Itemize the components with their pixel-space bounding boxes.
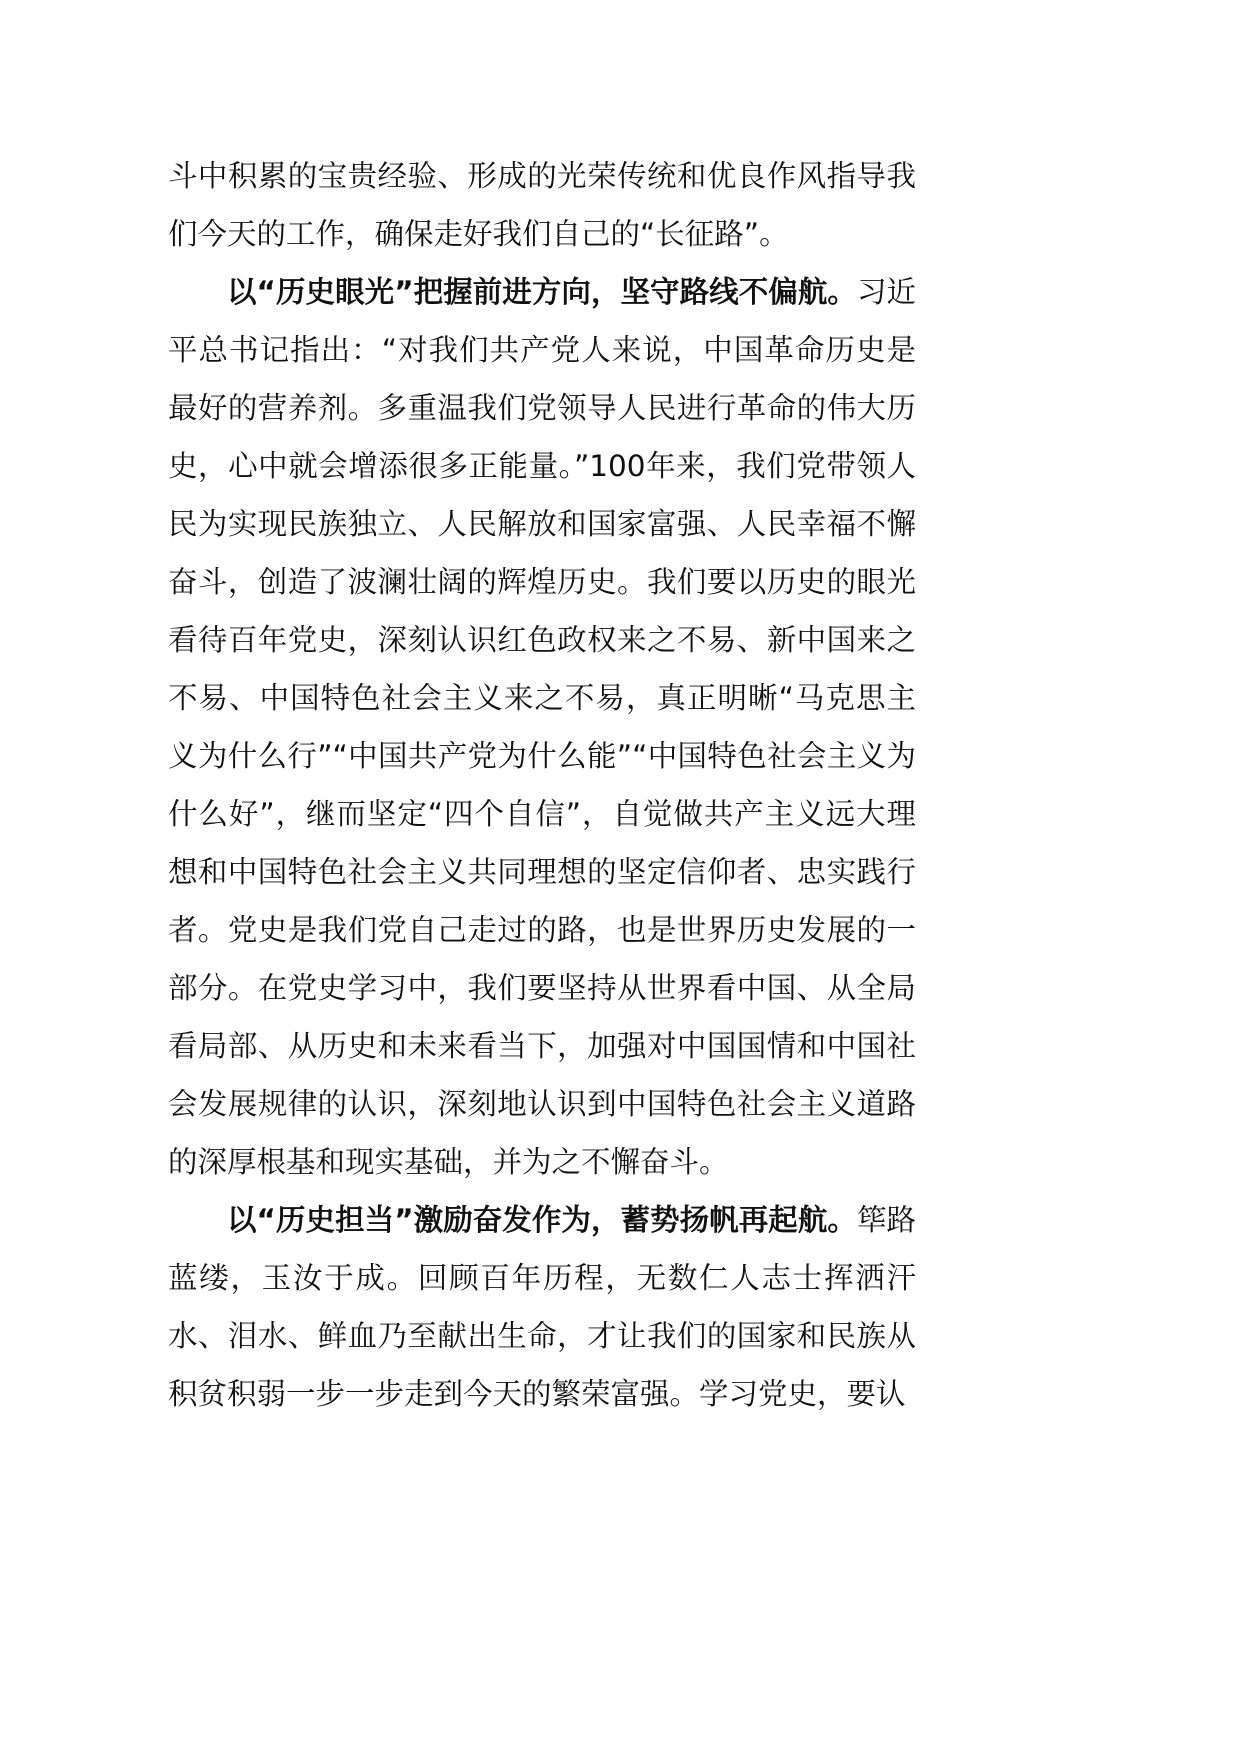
paragraph-continuation xyxy=(168,147,916,263)
paragraph-text: 斗中积累的宝贵经验、形成的光荣传统和优良作风指导我们今天的工作，确保走好我们自己的“长征路”。 xyxy=(168,159,916,251)
paragraph-historical-responsibility xyxy=(168,1191,916,1423)
body-text xyxy=(168,147,916,1423)
paragraph-text: 筚路蓝缕，玉汝于成。回顾百年历程，无数仁人志士挥洒汗水、泪水、鲜血乃至献出生命，才让我们的国家和民族从积贫积弱一步一步走到今天的繁荣富强。学习党史，要认 xyxy=(168,1203,916,1411)
paragraph-text: 习近平总书记指出：“对我们共产党人来说，中国革命历史是最好的营养剂。多重温我们党领导人民进行革命的伟大历史，心中就会增添很多正能量。”100年来，我们党带领人民为实现民族独立、人民解放和国家富强、人民幸福不懈奋斗，创造了波澜壮阔的辉煌历史。我们要以历史的眼光看待百年党史，深刻认识红色政权来之不易、新中国来之不易、中国特色社会主义来之不易，真正明晰“马克思主义为什么行”“中国共产党为什么能”“中国特色社会主义为什么好”，继而坚定“四个自信”，自觉做共产主义远大理想和中国特色社会主义共同理想的坚定信仰者、忠实践行者。党史是我们党自己走过的路，也是世界历史发展的一部分。在党史学习中，我们要坚持从世界看中国、从全局看局部、从历史和未来看当下，加强对中国国情和中国社会发展规律的认识，深刻地认识到中国特色社会主义道路的深厚根基和现实基础，并为之不懈奋斗。 xyxy=(168,275,916,1179)
paragraph-lead-heading: 以“历史担当”激励奋发作为，蓄势扬帆再起航。 xyxy=(227,1203,857,1237)
paragraph-historical-vision xyxy=(168,263,916,1191)
paragraph-lead-heading: 以“历史眼光”把握前进方向，坚守路线不偏航。 xyxy=(227,275,857,309)
